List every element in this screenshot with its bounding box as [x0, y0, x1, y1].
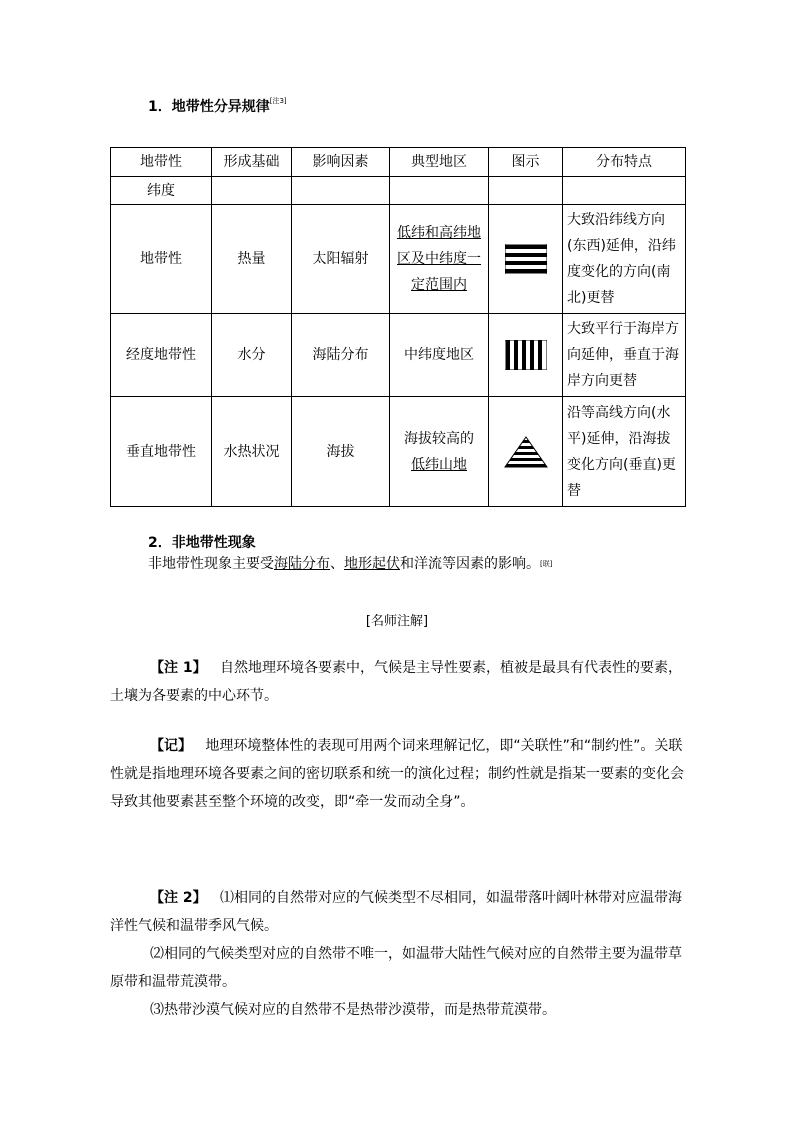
zonality-table [110, 147, 686, 507]
zone-factor: 太阳辐射 [292, 205, 390, 314]
table-row [111, 314, 686, 397]
horizontal-stripes-icon [505, 244, 547, 274]
header-cell: 影响因素 [292, 148, 390, 177]
memo-text: 地理环境整体性的表现可用两个词来理解记忆，即“关联性”和“制约性”。关联性就是指地理环境各要素之间的密切联系和统一的演化过程；制约性就是指某一要素的变化会导致其他要素甚至整个环境的改变，即“牵一发而动全身”。 [110, 738, 684, 810]
notes-title: [名师注解] [365, 614, 429, 629]
section1-title-text: 1．地带性分异规律 [148, 99, 270, 115]
note1 [110, 654, 685, 710]
note2 [110, 884, 685, 1024]
header-cell: 形成基础 [212, 148, 292, 177]
zone-diagram [489, 397, 563, 507]
zone-basis: 热量 [212, 205, 292, 314]
zone-name: 地带性 [111, 205, 212, 314]
zone-region: 海拔较高的 低纬山地 [390, 397, 489, 507]
zone-name: 经度地带性 [111, 314, 212, 397]
section2-title: 2．非地带性现象 [148, 535, 256, 551]
text-part: 、 [330, 556, 344, 572]
section2-note: [联] [540, 560, 553, 568]
table-header-row [111, 148, 686, 177]
text-part: 地形起伏 [344, 556, 400, 572]
text-part: 和洋流等因素的影响。 [400, 556, 540, 572]
zone-feature: 大致沿纬线方向(东西)延伸，沿纬度变化的方向(南北)更替 [563, 205, 686, 314]
zone-diagram [489, 205, 563, 314]
memo [110, 732, 685, 816]
text-part: 非地带性现象主要受 [148, 556, 274, 572]
header-cell: 图示 [489, 148, 563, 177]
header-cell: 地带性 [111, 148, 212, 177]
table-subheader-row [111, 177, 686, 205]
note2-label: 【注 2】 [150, 890, 207, 906]
zone-feature: 大致平行于海岸方向延伸，垂直于海岸方向更替 [563, 314, 686, 397]
zone-basis: 水分 [212, 314, 292, 397]
note1-label: 【注 1】 [150, 660, 207, 676]
zone-region: 低纬和高纬地区及中纬度一定范围内 [390, 205, 489, 314]
zone-region: 中纬度地区 [390, 314, 489, 397]
note1-text: 自然地理环境各要素中，气候是主导性要素，植被是最具有代表性的要素，土壤为各要素的中心环节。 [110, 660, 682, 704]
zone-factor: 海陆分布 [292, 314, 390, 397]
memo-label: 【记】 [150, 738, 192, 754]
zone-diagram [489, 314, 563, 397]
section1-note: [注3] [269, 97, 287, 105]
zone-name: 垂直地带性 [111, 397, 212, 507]
note2-item1-text: ⑴相同的自然带对应的气候类型不尽相同，如温带落叶阔叶林带对应温带海洋性气候和温带季风气候。 [110, 890, 682, 934]
text-part: 海陆分布 [274, 556, 330, 572]
note2-item1 [110, 884, 685, 940]
vertical-stripes-icon [505, 340, 547, 370]
zone-basis: 水热状况 [212, 397, 292, 507]
mountain-stripes-icon [504, 436, 548, 468]
table-row [111, 397, 686, 507]
header-cell: 典型地区 [390, 148, 489, 177]
table-row [111, 205, 686, 314]
zone-factor: 海拔 [292, 397, 390, 507]
header-cell: 分布特点 [563, 148, 686, 177]
zone-feature: 沿等高线方向(水平)延伸，沿海拔变化方向(垂直)更替 [563, 397, 686, 507]
note2-item2: ⑵相同的气候类型对应的自然带不唯一，如温带大陆性气候对应的自然带主要为温带草原带和温带荒漠带。 [110, 946, 682, 990]
section1-title [148, 96, 287, 116]
section2-text [148, 550, 552, 578]
subheader-cell: 纬度 [111, 177, 212, 205]
note2-item3: ⑶热带沙漠气候对应的自然带不是热带沙漠带，而是热带荒漠带。 [150, 1002, 556, 1018]
